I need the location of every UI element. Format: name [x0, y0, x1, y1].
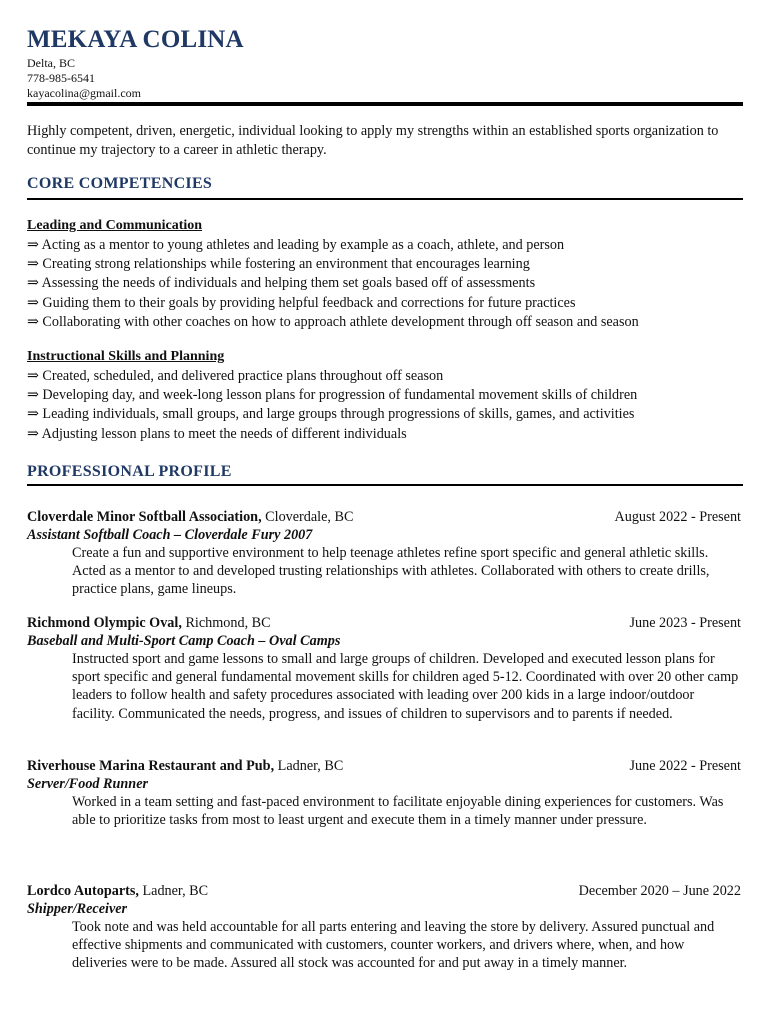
summary-paragraph: Highly competent, driven, energetic, individual looking to apply my strengths within an established sports organization to continue my trajectory to a career in athletic therapy. [27, 123, 719, 158]
core-divider [27, 198, 743, 200]
section-title-professional-profile: PROFESSIONAL PROFILE [27, 463, 232, 480]
location-text: Delta, BC [27, 56, 75, 70]
list-item: ⇒ Leading individuals, small groups, and large groups through progressions of skills, games, and activities [27, 406, 635, 423]
job-organization: Lordco Autoparts, [27, 883, 139, 899]
competency-list-leading [27, 236, 639, 332]
competency-heading-leading: Leading and Communication [27, 218, 203, 233]
list-item: ⇒ Guiding them to their goals by providing helpful feedback and corrections for future practices [27, 294, 576, 311]
list-item: ⇒ Collaborating with other coaches on how to approach athlete development through off season and season [27, 313, 639, 330]
list-item: ⇒ Created, scheduled, and delivered practice plans throughout off season [27, 368, 444, 384]
job-dates: December 2020 – June 2022 [578, 883, 741, 899]
job-role: Assistant Softball Coach – Cloverdale Fury 2007 [27, 527, 313, 543]
candidate-name: MEKAYA COLINA [27, 26, 244, 53]
job-location: Ladner, BC [138, 883, 209, 899]
section-title-core-competencies: CORE COMPETENCIES [27, 175, 213, 192]
job-description: Worked in a team setting and fast-paced environment to facilitate enjoyable dining experiences for customers. Was able to prioritize tasks from most to least urgent and execute them in a timely manner under pressure. [72, 794, 724, 829]
job-entry-cloverdale [27, 508, 743, 599]
header-divider [27, 102, 743, 106]
competency-list-instructional [27, 367, 637, 444]
job-organization: Riverhouse Marina Restaurant and Pub, [27, 758, 275, 774]
job-entry-lordco [27, 882, 743, 973]
job-description: Instructed sport and game lessons to small and large groups of children. Developed and executed lesson plans for sport specific and general fundamental movement skills for children aged 5-12. Coordinated with over 20 other camp leaders to follow health and safety procedures associated with leading over 200 kids in a large indoor/outdoor facility. Communicated the needs, progress, and issues of children to supervisors and to parents if needed. [72, 651, 739, 722]
job-role: Shipper/Receiver [27, 901, 128, 917]
list-item: ⇒ Creating strong relationships while fostering an environment that encourages learning [27, 256, 530, 273]
job-organization: Cloverdale Minor Softball Association, [27, 509, 262, 525]
job-location: Ladner, BC [274, 758, 344, 774]
job-dates: June 2022 - Present [629, 758, 741, 774]
job-location: Richmond, BC [181, 615, 271, 631]
job-entry-riverhouse [27, 757, 743, 829]
job-entry-richmond [27, 614, 743, 723]
list-item: ⇒ Acting as a mentor to young athletes and leading by example as a coach, athlete, and person [27, 237, 565, 253]
job-description: Create a fun and supportive environment to help teenage athletes refine sport specific and general athletic skills. Acted as a mentor to and developed trusting relationships with athletes. Collaborated with others to create drills, practice plans, game lineups. [72, 545, 710, 598]
profile-divider [27, 484, 743, 486]
job-role: Server/Food Runner [27, 776, 149, 792]
job-organization: Richmond Olympic Oval, [27, 615, 182, 631]
list-item: ⇒ Adjusting lesson plans to meet the needs of different individuals [27, 425, 407, 442]
list-item: ⇒ Assessing the needs of individuals and helping them set goals based off of assessments [27, 275, 536, 292]
job-role: Baseball and Multi-Sport Camp Coach – Oval Camps [27, 633, 341, 649]
job-dates: August 2022 - Present [614, 509, 741, 525]
list-item: ⇒ Developing day, and week-long lesson plans for progression of fundamental movement skills of children [27, 387, 638, 404]
email-text: kayacolina@gmail.com [27, 86, 142, 100]
phone-text: 778-985-6541 [27, 71, 95, 85]
competency-heading-instructional: Instructional Skills and Planning [27, 349, 225, 364]
job-location: Cloverdale, BC [261, 509, 354, 525]
job-dates: June 2023 - Present [629, 615, 741, 631]
job-description: Took note and was held accountable for all parts entering and leaving the store by delivery. Assured punctual and effective shipments and communicated with customers, counter workers, and drivers where, when, and how deliveries were to be made. Assured all stock was accounted for and put away in a timely manner. [72, 919, 715, 972]
